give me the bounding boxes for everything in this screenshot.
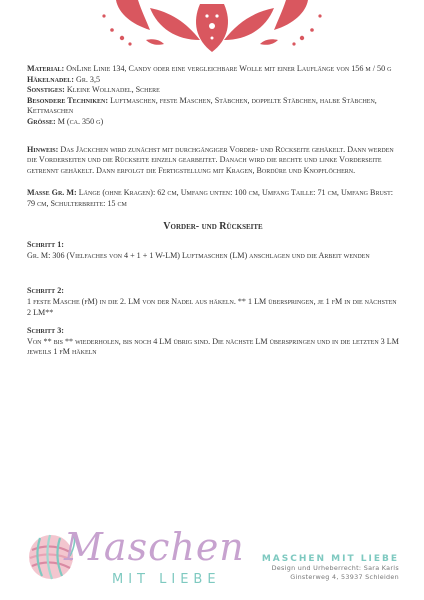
size-text: M (ca. 350 g) (57, 116, 104, 126)
step-3-text: Von ** bis ** wiederholen, bis noch 4 LM übrig sind. Die nächste LM überspringen und in die letzten 3 LM jeweils 1 fM häkeln (27, 336, 399, 357)
hint-text: Das Jäckchen wird zunächst mit durchgängiger Vorder- und Rückseite gehäkelt. Dann werden die Vorderseiten und die Rückseite einzeln gearbeitet. Danach wird die rechte und linke Vorderseite getrennt gehäkelt. Dann erfolgt die Fertigstellung mit Kragen, Bordüre und Knopflöchern. (27, 144, 394, 175)
brand-address: Ginsterweg 4, 53937 Schleiden (290, 573, 399, 581)
section-title: Vorder- und Rückseite (163, 220, 263, 232)
floral-ornament-icon (0, 0, 424, 60)
other-text: Kleine Wollnadel, Schere (66, 85, 160, 95)
hook-text: Gr. 3,5 (76, 74, 101, 84)
logo (24, 522, 244, 600)
measure-label: Masse Gr. M: (27, 188, 77, 198)
hint-label: Hinweis: (27, 144, 59, 154)
step-1-text: Gr. M: 306 (Vielfaches von 4 + 1 + 1 W-LM) Luftmaschen (LM) anschlagen und die Arbeit wenden (27, 250, 370, 260)
size-line (27, 117, 399, 128)
measure-paragraph (27, 188, 399, 209)
step-2-text: 1 feste Masche (fM) in die 2. LM von der Nadel aus häkeln. ** 1 LM überspringen, je 1 fM in die nächsten 2 LM** (27, 296, 397, 317)
brand-info (262, 554, 399, 582)
other-label: Sonstiges: (27, 85, 65, 95)
size-label: Grösse: (27, 116, 56, 126)
materials-block (27, 64, 399, 128)
logo-script-text: Maschen (64, 525, 245, 569)
techniques-line (27, 96, 399, 117)
techniques-text: Luftmaschen, feste Maschen, Stäbchen, doppelte Stäbchen, halbe Stäbchen, Kettmaschen (27, 95, 377, 116)
step-1-heading: Schritt 1: (27, 240, 64, 250)
techniques-label: Besondere Techniken: (27, 95, 109, 105)
footer (0, 522, 424, 600)
other-line (27, 85, 399, 96)
brand-name: MASCHEN MIT LIEBE (261, 554, 399, 564)
pattern-content (27, 64, 399, 358)
material-label: Material: (27, 64, 65, 73)
hook-line (27, 75, 399, 86)
measure-text: Länge (ohne Kragen): 62 cm, Umfang unten: 100 cm, Umfang Taille: 71 cm, Umfang Brust: 79 cm, Schulterbreite: 15 cm (27, 188, 394, 208)
step-2-heading: Schritt 2: (27, 286, 64, 296)
step-3-heading: Schritt 3: (27, 326, 64, 336)
hint-paragraph (27, 145, 399, 177)
material-line (27, 64, 399, 75)
logo-subtitle: MIT LIEBE (112, 572, 221, 587)
material-text: OnLine Linie 134, Candy oder eine vergleichbare Wolle mit einer Lauflänge von 156 m / 50 g (66, 64, 392, 73)
brand-copyright: Design und Urheberrecht: Sara Karls (271, 564, 399, 572)
hook-label: Häkelnadel: (27, 74, 74, 84)
